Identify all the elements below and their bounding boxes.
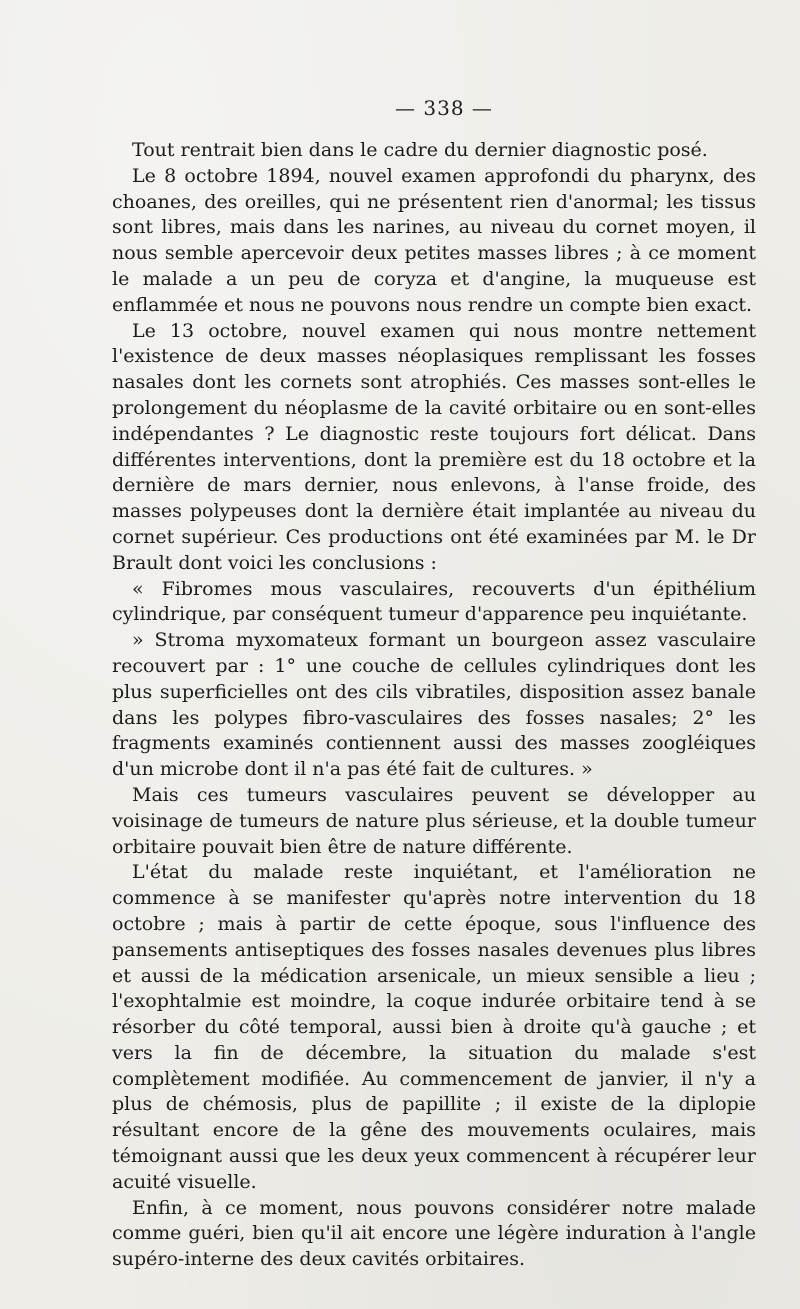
page-number: — 338 —: [395, 96, 493, 120]
paragraph: Mais ces tumeurs vasculaires peuvent se développer au voisinage de tumeurs de nature plus sérieuse, et la double tumeur orbitaire pouvait bien être de nature différente.: [112, 783, 756, 858]
paragraph: L'état du malade reste inquiétant, et l'amélioration ne commence à se manifester qu'après notre intervention du 18 octobre ; mais à partir de cette époque, sous l'influence des pansements antiseptiques des fosses nasales devenues plus libres et aussi de la médication arsenicale, un mieux sensible a lieu ; l'exophtalmie est moindre, la coque indurée orbitaire tend à se résorber du côté temporal, aussi bien à droite qu'à gauche ; et vers la fin de décembre, la situation du malade s'est complètement modifiée. Au commencement de janvier, il n'y a plus de chémosis, plus de papillite ; il existe de la diplopie résultant encore de la gêne des mouvements oculaires, mais témoignant aussi que les deux yeux commencent à récupérer leur acuité visuelle.: [112, 861, 756, 1193]
paragraph: Le 13 octobre, nouvel examen qui nous montre nettement l'existence de deux masses néoplasiques remplissant les fosses nasales dont les cornets sont atrophiés. Ces masses sont-elles le prolongement du néoplasme de la cavité orbitaire ou en sont-elles indépendantes ? Le diagnostic reste toujours fort délicat. Dans différentes interventions, dont la première est du 18 octobre et la dernière de mars dernier, nous enlevons, à l'anse froide, des masses polypeuses dont la dernière était implantée au niveau du cornet supérieur. Ces productions ont été examinées par M. le Dr Brault dont voici les conclusions :: [112, 319, 756, 574]
body-text: [112, 138, 756, 1273]
paragraph: » Stroma myxomateux formant un bourgeon assez vasculaire recouvert par : 1° une couche de cellules cylindriques dont les plus superficielles ont des cils vibratiles, disposition assez banale dans les polypes fibro-vasculaires des fosses nasales; 2° les fragments examinés contiennent aussi des masses zoogléiques d'un microbe dont il n'a pas été fait de cultures. »: [112, 629, 756, 781]
paragraph: Enfin, à ce moment, nous pouvons considérer notre malade comme guéri, bien qu'il ait encore une légère induration à l'angle supéro-interne des deux cavités orbitaires.: [112, 1196, 756, 1271]
paragraph: Tout rentrait bien dans le cadre du dernier diagnostic posé.: [132, 139, 708, 161]
paragraph: Le 8 octobre 1894, nouvel examen approfondi du pharynx, des choanes, des oreilles, qui ne présentent rien d'anormal; les tissus sont libres, mais dans les narines, au niveau du cornet moyen, il nous semble apercevoir deux petites masses libres ; à ce moment le malade a un peu de coryza et d'angine, la muqueuse est enflammée et nous ne pouvons nous rendre un compte bien exact.: [112, 164, 756, 316]
paragraph: « Fibromes mous vasculaires, recouverts d'un épithélium cylindrique, par conséquent tumeur d'apparence peu inquiétante.: [112, 577, 756, 626]
